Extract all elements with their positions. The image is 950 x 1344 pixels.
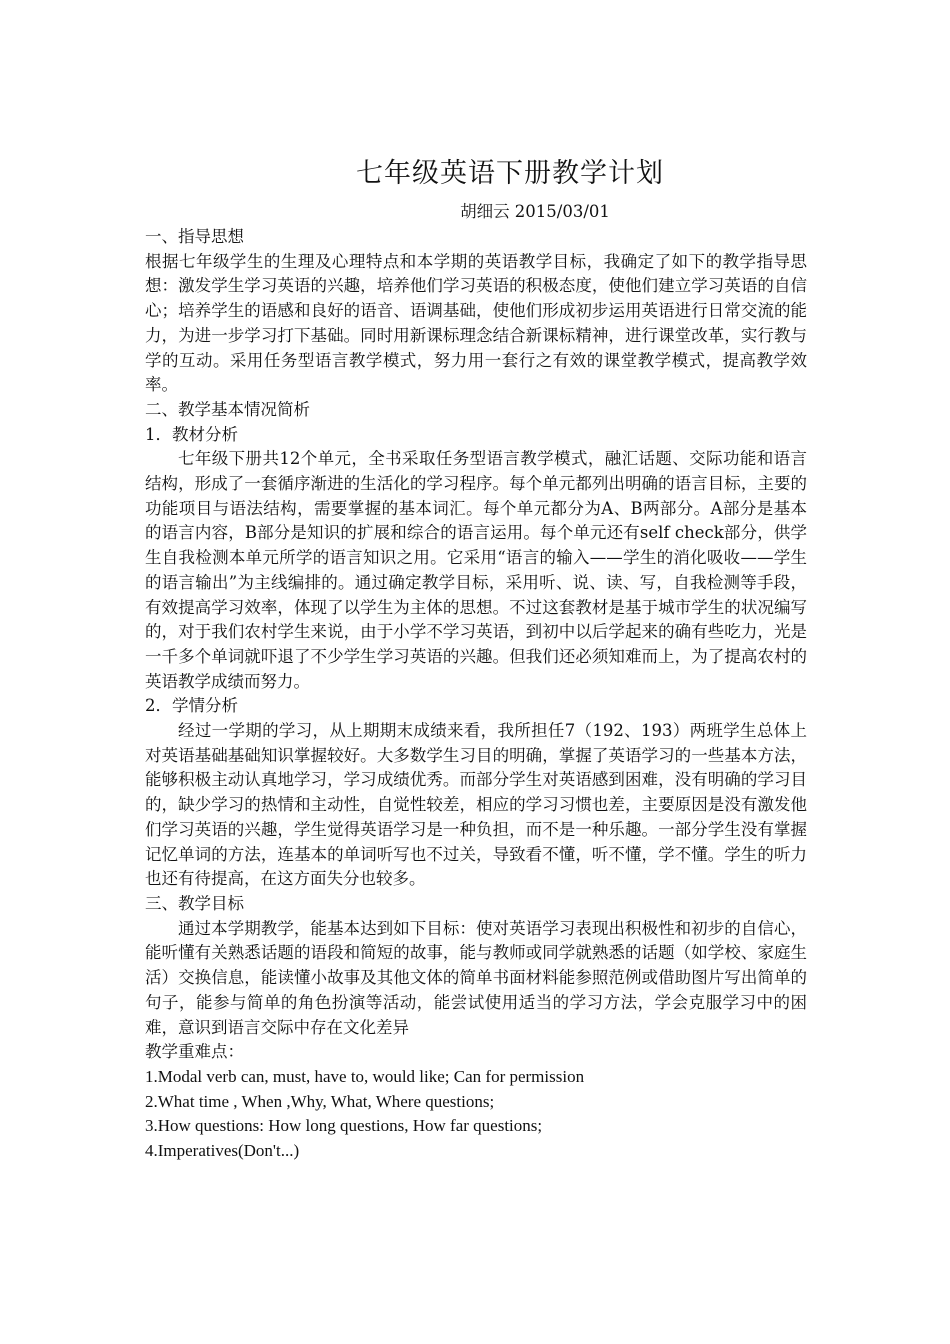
section-heading-teaching-goals: 三、教学目标 xyxy=(145,893,244,913)
key-point-item: 1.Modal verb can, must, have to, would like; Can for permission xyxy=(145,1066,585,1086)
key-point-item: 2.What time , When ,Why, What, Where questions; xyxy=(145,1091,495,1111)
key-point-item: 4.Imperatives(Don't...) xyxy=(145,1141,300,1161)
paragraph-student-analysis: 经过一学期的学习，从上期期末成绩来看，我所担任7（192、193）两班学生总体上对英语基础基础知识掌握较好。大多数学生习目的明确，掌握了英语学习的一些基本方法，能够积极主动认真地学习，学习成绩优秀。而部分学生对英语感到困难，没有明确的学习目的，缺少学习的热情和主动性，自觉性较差，相应的学习习惯也差，主要原因是没有激发他们学习英语的兴趣，学生觉得英语学习是一种负担，而不是一种乐趣。一部分学生没有掌握记忆单词的方法，连基本的单词听写也不过关，导致看不懂，听不懂，学不懂。学生的听力也还有待提高，在这方面失分也较多。 xyxy=(145,721,807,889)
key-points-heading: 教学重难点： xyxy=(145,1042,244,1062)
paragraph-textbook-analysis: 七年级下册共12个单元，全书采取任务型语言教学模式，融汇话题、交际功能和语言结构，形成了一套循序渐进的生活化的学习程序。每个单元都列出明确的语言目标，主要的功能项目与语法结构，需要掌握的基本词汇。每个单元都分为A、B两部分。A部分是基本的语言内容，B部分是知识的扩展和综合的语言运用。每个单元还有self check部分，供学生自我检测本单元所学的语言知识之用。它采用“语言的输入——学生的消化吸收——学生的语言输出”为主线编排的。通过确定教学目标，采用听、说、读、写，自我检测等手段，有效提高学习效率，体现了以学生为主体的思想。不过这套教材是基于城市学生的状况编写的，对于我们农村学生来说，由于小学不学习英语，到初中以后学起来的确有些吃力，光是一千多个单词就吓退了不少学生学习英语的兴趣。但我们还必须知难而上，为了提高农村的英语教学成绩而努力。 xyxy=(145,449,807,691)
paragraph-guiding-ideology: 根据七年级学生的生理及心理特点和本学期的英语教学目标，我确定了如下的教学指导思想：激发学生学习英语的兴趣，培养他们学习英语的积极态度，使他们建立学习英语的自信心；培养学生的语感和良好的语音、语调基础，使他们形成初步运用英语进行日常交流的能力，为进一步学习打下基础。同时用新课标理念结合新课标精神，进行课堂改革，实行教与学的互动。采用任务型语言教学模式，努力用一套行之有效的课堂教学模式，提高教学效率。 xyxy=(145,251,807,395)
section-heading-guiding-ideology: 一、指导思想 xyxy=(145,227,244,246)
document-title: 七年级英语下册教学计划 xyxy=(356,158,664,189)
document-body xyxy=(145,225,807,1164)
key-point-item: 3.How questions: How long questions, How far questions; xyxy=(145,1116,543,1136)
section-heading-basic-situation: 二、教学基本情况简析 xyxy=(145,399,310,419)
author-date-line: 胡细云 2015/03/01 xyxy=(460,202,610,221)
subsection-heading-textbook-analysis: 1．教材分析 xyxy=(145,424,238,444)
paragraph-teaching-goals: 通过本学期教学，能基本达到如下目标：使对英语学习表现出积极性和初步的自信心，能听懂有关熟悉话题的语段和简短的故事，能与教师或同学就熟悉的话题（如学校、家庭生活）交换信息，能读懂小故事及其他文体的简单书面材料能参照范例或借助图片写出简单的句子，能参与简单的角色扮演等活动，能尝试使用适当的学习方法，学会克服学习中的困难，意识到语言交际中存在文化差异 xyxy=(145,918,807,1037)
subsection-heading-student-analysis: 2．学情分析 xyxy=(145,696,238,716)
